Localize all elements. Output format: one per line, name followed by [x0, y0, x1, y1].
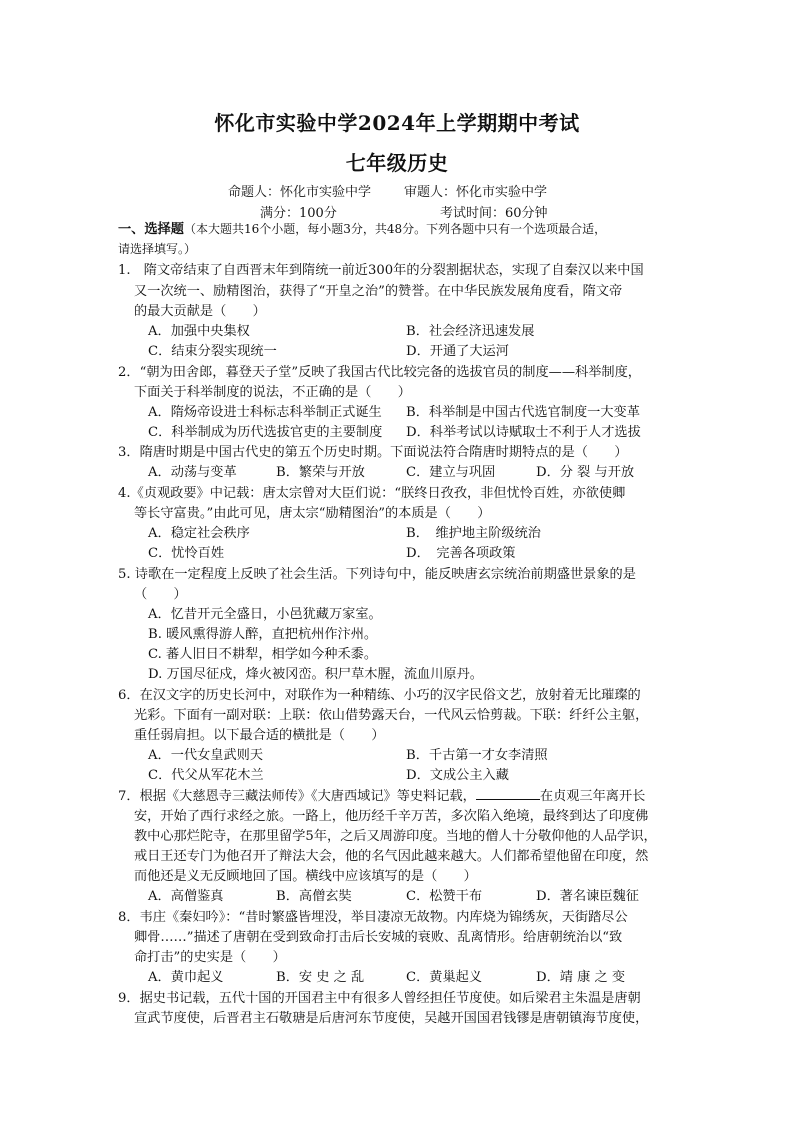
question-1-option-b[interactable]: B．社会经济迅速发展	[406, 324, 535, 339]
question-8-option-b[interactable]: B．安 史 之 乱	[276, 970, 365, 985]
author-info: 命题人：怀化市实验中学	[228, 185, 372, 200]
question-8-text: 命打击”的史实是（ ）	[134, 950, 286, 965]
exam-title: 怀化市实验中学2024年上学期期中考试	[214, 111, 580, 135]
question-2-text: 下面关于科举制度的说法，不正确的是（ ）	[134, 385, 411, 400]
question-7-text: 戒日王还专门为他召开了辩法大会，他的名气因此越来越大。人们都希望他留在印度，然	[134, 849, 649, 864]
question-4-option-b[interactable]: B． 维护地主阶级统治	[406, 526, 541, 541]
question-8-option-d[interactable]: D．靖 康 之 变	[536, 970, 626, 985]
question-7-text: 而他还是义无反顾地回了国。横线中应该填写的是（ ）	[134, 869, 477, 884]
question-5-text: （ ）	[134, 587, 187, 602]
question-7-option-b[interactable]: B．高僧玄奘	[276, 889, 352, 904]
question-6-option-d[interactable]: D．文成公主入藏	[406, 768, 509, 783]
question-4-text: 4.《贞观政要》中记载：唐太宗曾对大臣们说：“朕终日孜孜，非但忧怜百姓，亦欲使卿	[118, 486, 626, 501]
question-6-text: 重任弱肩担。以下最合适的横批是（ ）	[134, 728, 385, 743]
question-4-option-a[interactable]: A．稳定社会秩序	[148, 526, 250, 541]
question-4-text: 等长守富贵。”由此可见，唐太宗“励精图治”的本质是（ ）	[134, 506, 491, 521]
question-6-option-b[interactable]: B．千古第一才女李清照	[406, 748, 548, 763]
question-5-text: 5. 诗歌在一定程度上反映了社会生活。下列诗句中，能反映唐玄宗统治前期盛世景象的是	[118, 567, 636, 582]
question-7-text	[118, 787, 645, 806]
question-2-text: 2．“朝为田舍郎，暮登天子堂”反映了我国古代比较完备的选拔官员的制度——科举制度，	[118, 365, 641, 380]
question-1-option-a[interactable]: A．加强中央集权	[148, 324, 250, 339]
question-3-option-b[interactable]: B．繁荣与开放	[276, 465, 365, 480]
question-6-option-a[interactable]: A．一代女皇武则天	[148, 748, 264, 763]
answer-blank[interactable]	[476, 787, 540, 800]
exam-subject: 七年级历史	[345, 151, 449, 175]
question-3-option-a[interactable]: A．动荡与变革	[148, 465, 237, 480]
exam-time: 考试时间：60分钟	[440, 206, 548, 221]
question-7-option-a[interactable]: A．高僧鉴真	[148, 889, 224, 904]
question-6-text: 6．在汉文字的历史长河中，对联作为一种精练、小巧的汉字民俗文艺，放射着无比璀璨的	[118, 688, 641, 703]
question-5-option-d[interactable]: D. 万国尽征戍，烽火被冈峦。积尸草木腥，流血川原丹。	[148, 667, 483, 682]
question-8-option-a[interactable]: A．黄巾起义	[148, 970, 224, 985]
question-9-text: 宣武节度使，后晋君主石敬瑭是后唐河东节度使，吴越开国国君钱镠是唐朝镇海节度使，	[134, 1011, 649, 1026]
question-3-option-d[interactable]: D．分 裂 与开放	[536, 465, 635, 480]
question-6-text: 光彩。下面有一副对联：上联：依山借势露天台，一代风云恰剪裁。下联：纤纤公主躯，	[134, 708, 649, 723]
question-7-text: 教中心那烂陀寺，在那里留学5年，之后又周游印度。当地的僧人十分敬仰他的人品学识，	[134, 829, 657, 844]
question-1-option-d[interactable]: D．开通了大运河	[406, 344, 509, 359]
question-5-option-a[interactable]: A．忆昔开元全盛日，小邑犹藏万家室。	[148, 607, 382, 622]
question-8-text: 8．韦庄《秦妇吟》：“昔时繁盛皆埋没，举目凄凉无故物。内库烧为锦绣灰，天街踏尽公	[118, 910, 628, 925]
question-7-text: 安，开始了西行求经之旅。一路上，他历经千辛万苦，多次陷入绝境，最终到达了印度佛	[134, 809, 649, 824]
reviewer-info: 审题人：怀化市实验中学	[404, 185, 548, 200]
question-7-text-end: 在贞观三年离开长	[539, 789, 646, 804]
section-note: （本大题共16个小题，每小题3分，共48分。下列各题中只有一个选项最合适，	[183, 222, 607, 236]
section-note-cont: 请选择填写。）	[118, 242, 197, 256]
question-4-option-c[interactable]: C．忧怜百姓	[148, 546, 225, 561]
question-5-option-c[interactable]: C. 蕃人旧日不耕犁，相学如今种禾黍。	[148, 647, 378, 662]
question-7-option-d[interactable]: D．著名谏臣魏征	[536, 889, 639, 904]
full-score: 满分：100分	[260, 206, 337, 221]
question-2-option-a[interactable]: A．隋炀帝设进士科标志科举制正式诞生	[148, 405, 382, 420]
question-2-option-c[interactable]: C．科举制成为历代选拔官吏的主要制度	[148, 425, 383, 440]
question-3-option-c[interactable]: C．建立与巩固	[406, 465, 496, 480]
question-9-text: 9．据史书记载，五代十国的开国君主中有很多人曾经担任节度使。如后梁君主朱温是唐朝	[118, 991, 641, 1006]
question-7-text-start: 7．根据《大慈恩寺三藏法师传》《大唐西域记》等史料记载，	[118, 789, 476, 804]
question-1-text: 又一次统一、励精图治，获得了“开皇之治”的赞誉。在中华民族发展角度看，隋文帝	[134, 284, 623, 299]
question-1-option-c[interactable]: C．结束分裂实现统一	[148, 344, 277, 359]
question-1-text: 1. 隋文帝结束了自西晋末年到隋统一前近300年的分裂割据状态，实现了自秦汉以来中国	[118, 263, 644, 278]
question-1-text: 的最大贡献是（ ）	[134, 304, 266, 319]
question-2-option-d[interactable]: D．科举考试以诗赋取士不利于人才选拔	[406, 425, 641, 440]
question-4-option-d[interactable]: D． 完善各项政策	[406, 546, 516, 561]
question-6-option-c[interactable]: C．代父从军花木兰	[148, 768, 264, 783]
question-8-option-c[interactable]: C．黄巢起义	[406, 970, 483, 985]
section-heading: 一、选择题	[118, 222, 184, 237]
question-3-text: 3．隋唐时期是中国古代史的第五个历史时期。下面说法符合隋唐时期特点的是（ ）	[118, 445, 628, 460]
question-2-option-b[interactable]: B．科举制是中国古代选官制度一大变革	[406, 405, 640, 420]
section-instructions	[118, 220, 606, 239]
question-8-text: 卿骨……”描述了唐朝在受到致命打击后长安城的衰败、乱离情形。给唐朝统治以“致	[134, 930, 623, 945]
question-5-option-b[interactable]: B. 暖风熏得游人醉，直把杭州作汴州。	[148, 627, 378, 642]
question-7-option-c[interactable]: C．松赞干布	[406, 889, 483, 904]
